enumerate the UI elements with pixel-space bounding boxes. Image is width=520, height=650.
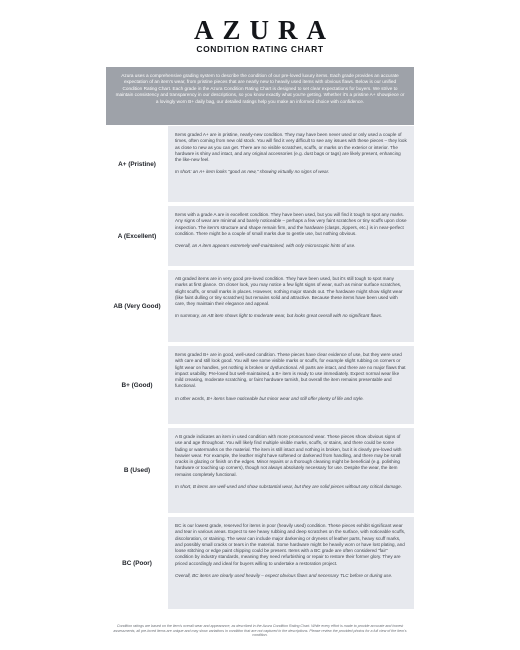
grade-summary: Overall, an A item appears extremely well-maintained, with only microscopic hints of use. <box>175 243 356 248</box>
grade-row-a <box>106 206 414 266</box>
brand-logo: AZURA <box>193 15 335 45</box>
grade-description-cell <box>168 428 414 513</box>
grade-summary: Overall, BC items are clearly used heavily – expect obvious flaws and necessary TLC before or during use. <box>175 572 393 578</box>
page-subtitle: CONDITION RATING CHART <box>196 44 324 54</box>
grade-row-b <box>106 428 414 513</box>
grade-label: A+ (Pristine) <box>106 126 168 202</box>
grade-row-a-plus <box>106 126 414 202</box>
grade-label: A (Excellent) <box>106 206 168 266</box>
grade-description-cell <box>168 517 414 609</box>
grade-description: Items with a grade A are in excellent condition. They have been used, but you will find it tough to spot any marks. Any signs of wear are minimal and barely noticeable – perhaps a few very faint scratches or tiny scuffs upon close inspection. The item's structure and shape remain firm, and the hardware (clasps, zippers, etc.) is in near-perfect condition. There might be a couple of small marks due to gentle use, but nothing obvious. <box>175 212 407 236</box>
grade-row-b-plus <box>106 346 414 424</box>
grade-summary: In other words, B+ items have noticeable but minor wear and still offer plenty of life and style. <box>175 395 364 401</box>
grade-description: AB graded items are in very good pre-loved condition. They have been used, but it's still tough to spot many marks at first glance. On closer look, you may notice a few light signs of wear, such as minor surface scratches, slight scuffs, or small marks in places. However, nothing major stands out. The hardware might show slight wear (like faint dulling or tiny scratches) but remains solid and attractive. Because these items have been used with care, they maintain their elegance and appeal. <box>175 276 403 306</box>
footnote: Condition ratings are based on the item's overall wear and appearance, as described in the Azura Condition Rating Chart. While every effort is made to provide accurate and honest assessments, all pre-loved items are unique and may show variations in condition that are not captured in the descriptions. Please review the provided photos for a full view of the item's condition. <box>113 624 407 638</box>
grade-description-cell <box>168 270 414 342</box>
grade-description-cell <box>168 346 414 424</box>
grade-description: Items graded B+ are in good, well-used condition. These pieces have clear evidence of use, but they were used with care and still look good. You will see some visible marks or scuffs, for example slight rubbing on corners or light wear on handles, yet nothing is broken or dysfunctional. All parts are intact, and there are no major flaws that impact usability. Pre-loved but well-maintained, a B+ item is ready to use immediately. Expect normal wear like mild creasing, moderate scratching, or faint hardware tarnish, but overall the item remains presentable and functional. <box>175 352 406 389</box>
intro-banner: Azura uses a comprehensive grading system to describe the condition of our pre-loved luxury items. Each grade provides an accurate expectation of an item's wear, from pristine pieces that are nearly new to heavily used items with obvious flaws. Below is our unified Condition Rating Chart. Each grade in the Azura Condition Rating Chart is designed to set clear expectations for buyers. We strive to maintain consistency and transparency in our descriptions, so you know exactly what you're getting. Whether it's a pristine A+ showpiece or a lovingly worn B+ daily bag, our detailed ratings help you make an informed choice with confidence. <box>106 67 414 125</box>
grade-summary: In short, B items are well-used and show substantial wear, but they are solid pieces without any critical damage. <box>175 483 402 489</box>
rating-table <box>106 126 414 609</box>
grade-description-cell <box>168 126 414 202</box>
grade-description: Items graded A+ are in pristine, nearly-new condition. They may have been never used or only used a couple of times, often coming from new old stock. You will find it very difficult to see any issues with these pieces – they look as close to new as you can get. There are no visible scratches, scuffs, or marks on the exterior or interior. The hardware is shiny and intact, and any original accessories (e.g. dust bags or tags) are likely present, enhancing the like-new feel. <box>175 132 407 162</box>
grade-label: B (Used) <box>106 428 168 513</box>
grade-label: B+ (Good) <box>106 346 168 424</box>
grade-description-cell <box>168 206 414 266</box>
grade-label: AB (Very Good) <box>106 270 168 342</box>
grade-label: BC (Poor) <box>106 517 168 609</box>
grade-row-ab <box>106 270 414 342</box>
grade-summary: In summary, an AB item shows light to moderate wear, but looks great overall with no significant flaws. <box>175 313 383 319</box>
grade-summary: In short: an A+ item looks "good as new," showing virtually no signs of wear. <box>175 169 330 175</box>
grade-description: BC is our lowest grade, reserved for items in poor (heavily used) condition. These pieces exhibit significant wear and tear in various areas. Expect to see heavy rubbing and deep scratches on the surface, with noticeable scuffs, discoloration, or staining. The wear can include major darkening or dryness of leather parts, heavy scuff marks, and possibly small cracks or tears in the material. Some hardware might be heavily worn or have lost plating, and loose stitching or edge paint chipping could be present. Items with a BC grade are often considered "fair" condition by industry standards, meaning they need refurbishing or repair to restore their former glory. They are priced accordingly and ideal for buyers willing to undertake a restoration project. <box>175 523 406 566</box>
grade-row-bc <box>106 517 414 609</box>
grade-description: A B grade indicates an item in used condition with more pronounced wear. These pieces show obvious signs of use and age throughout. You will likely find multiple visible marks, scuffs, or stains, and there could be some fading or watermarks on the material. The item is still intact and nothing is broken, but it is clearly pre-loved with heavier wear. For example, the leather might have softened or darkened from handling, and there may be small cracks in glazing or finish on the edges. Minor repairs or a thorough cleaning might be beneficial (e.g. polishing hardware or touching up corners), though not always absolutely necessary for use. Despite the wear, the item remains completely functional. <box>175 434 402 477</box>
